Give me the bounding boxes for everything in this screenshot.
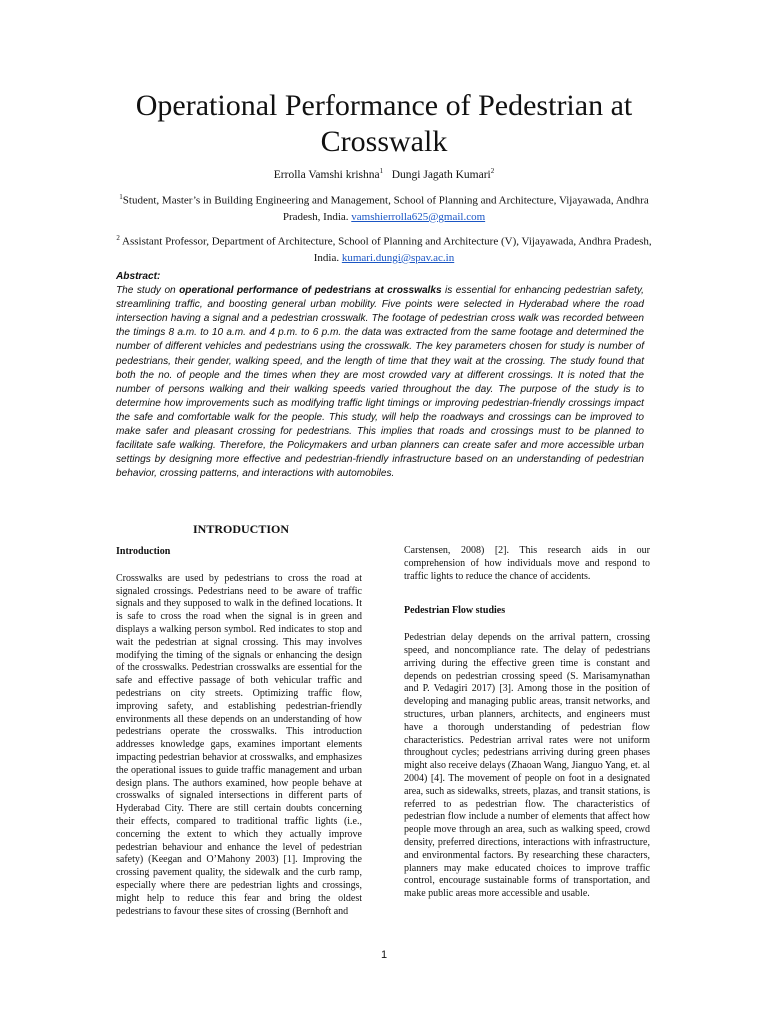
subheading-pedestrian-flow: Pedestrian Flow studies (404, 605, 506, 617)
paper-title: Operational Performance of Pedestrian at Crosswalk (135, 89, 633, 158)
introduction-paragraph: Crosswalks are used by pedestrians to cross the road at signaled crossings. Pedestrians need to be aware of traffic signals and they supposed to walk in the defined locations. It is safe to cross the road when the signal is in green and displays a walking person symbol. Red indicates to stop and wait the pedestrian at signal crossing. This may involves modifying the timing of the signals or enhancing the design of the crosswalks. Pedestrian crosswalks are essential for the safe and effective passage of both vehicular traffic and pedestrians on city streets. Optimizing traffic flow, improving safety, and establishing pedestrian-friendly environments all these depends on an understanding of how pedestrians operate the crosswalks. This introduction addresses knowledge gaps, examines important elements impacting pedestrian behavior at crosswalks, and emphasizes the operational issues to guide traffic management and urban design plans. The authors examined, how people behave at crosswalks of signaled intersections in different parts of Hyderabad City. There are still certain doubts concerning their effects, compared to traditional traffic lights (i.e., concerning the extent to which they actually improve pedestrian behaviour and enhance the level of pedestrian safety) (Keegan and O’Mahony 2003) [1]. Improving the crossing pavement quality, the sidewalk and the curb ramp, especially where there are pedestrian lights and crossings, might help to reduce this fear and bring the oldest pedestrians to favour these sites of crossing (Bernhoft and (116, 572, 362, 917)
abstract-lead: The study on (116, 285, 180, 297)
affiliation-2 (110, 230, 658, 266)
abstract-label: Abstract: (116, 271, 161, 282)
abstract-body: is essential for enhancing pedestrian safety, streamlining traffic, and boosting general urban mobility. Five points were selected in Hyderabad where the road intersection having a signal and a pedestrian crosswalk. The footage of pedestrian cross walk was recorded between the timings 8 a.m. to 10 a.m. and 4 p.m. to 6 p.m. the data was extracted from the same footage and determined the number of different vehicles and pedestrians using the crosswalk. The key parameters chosen for study is number of pedestrians, their gender, walking speed, and the length of time that they wait at the crossing. The study found that both the no. of people and the times when they are most crowded vary at different crossings. It is noted that the number of persons walking and their walking speeds varied throughout the day. The purpose of the study is to determine how improvements such as modifying traffic light timings or improving pedestrian-friendly crossings impact the safe and comfortable walk for the people. This study, will help the roadways and crossings can be improved to make safer and pleasant crossing for pedestrians. This implies that roads and crossings must to be planned to facilitate safe walking. Therefore, the Policymakers and urban planners can create safer and more accessible urban settings by designing more effective and pedestrian-friendly infrastructure based on an understanding of pedestrian behavior, crossing patterns, and interactions with automobiles. (116, 285, 644, 480)
author-1: Errolla Vamshi krishna (273, 168, 380, 181)
affiliation-2-text: Assistant Professor, Department of Architecture, School of Planning and Architecture (V), Vijayawada, Andhra Pradesh, India. (119, 235, 652, 264)
section-heading-introduction: INTRODUCTION (192, 522, 289, 536)
right-column (404, 545, 650, 901)
affiliation-2-email-link[interactable]: kumari.dungi@spav.ac.in (341, 251, 455, 264)
affiliation-1-superscript: 1 (119, 193, 123, 201)
affiliation-1 (110, 189, 658, 225)
author-2: Dungi Jagath Kumari (391, 168, 491, 181)
affiliation-1-text: Student, Master’s in Building Engineering and Management, School of Planning and Architecture, Vijayawada, Andhra Pradesh, India. (122, 194, 649, 223)
continuation-paragraph: Carstensen, 2008) [2]. This research aids in our comprehension of how individuals move and respond to traffic lights to reduce the chance of accidents. (404, 545, 650, 582)
subheading-introduction: Introduction (116, 546, 171, 557)
pedestrian-flow-paragraph: Pedestrian delay depends on the arrival pattern, crossing speed, and noncompliance rate. The delay of pedestrians arriving during the effective green time is constant and depends on pedestrian crossing speed (S. Marisamynathan and P. Vedagiri 2017) [3]. Among those in the position of developing and managing public areas, transit networks, and structures, urban planners, architects, and engineers must have a thorough understanding of pedestrian flow characteristics. Pedestrian arrival rates were not uniform throughout cycles; pedestrians arriving during green phases might also receive delays (Zhaoan Wang, Jianguo Yang, et. al 2004) [4]. The movement of people on foot in a designated area, such as sidewalks, streets, plazas, and transit stations, is referred to as pedestrian flow. The characteristics of pedestrian flow include a number of elements that affect how people move through an area, such as walking speed, crowd density, preferred directions, interactions with infrastructure, and environmental factors. By researching these characters, planners may make educated choices to improve traffic control, encourage sustainable forms of transportation, and make public areas more accessible and usable. (404, 632, 650, 900)
affiliation-1-email-link[interactable]: vamshierrolla625@gmail.com (351, 210, 486, 223)
affiliation-2-superscript: 2 (116, 234, 120, 242)
author-2-superscript: 2 (490, 167, 495, 175)
abstract-block (116, 270, 644, 481)
abstract-text (116, 284, 644, 481)
left-column (116, 546, 362, 918)
author-line (100, 164, 668, 182)
author-1-superscript: 1 (379, 167, 384, 175)
page-number: 1 (380, 949, 388, 961)
abstract-bold-phrase: operational performance of pedestrians at crosswalks (179, 285, 442, 297)
